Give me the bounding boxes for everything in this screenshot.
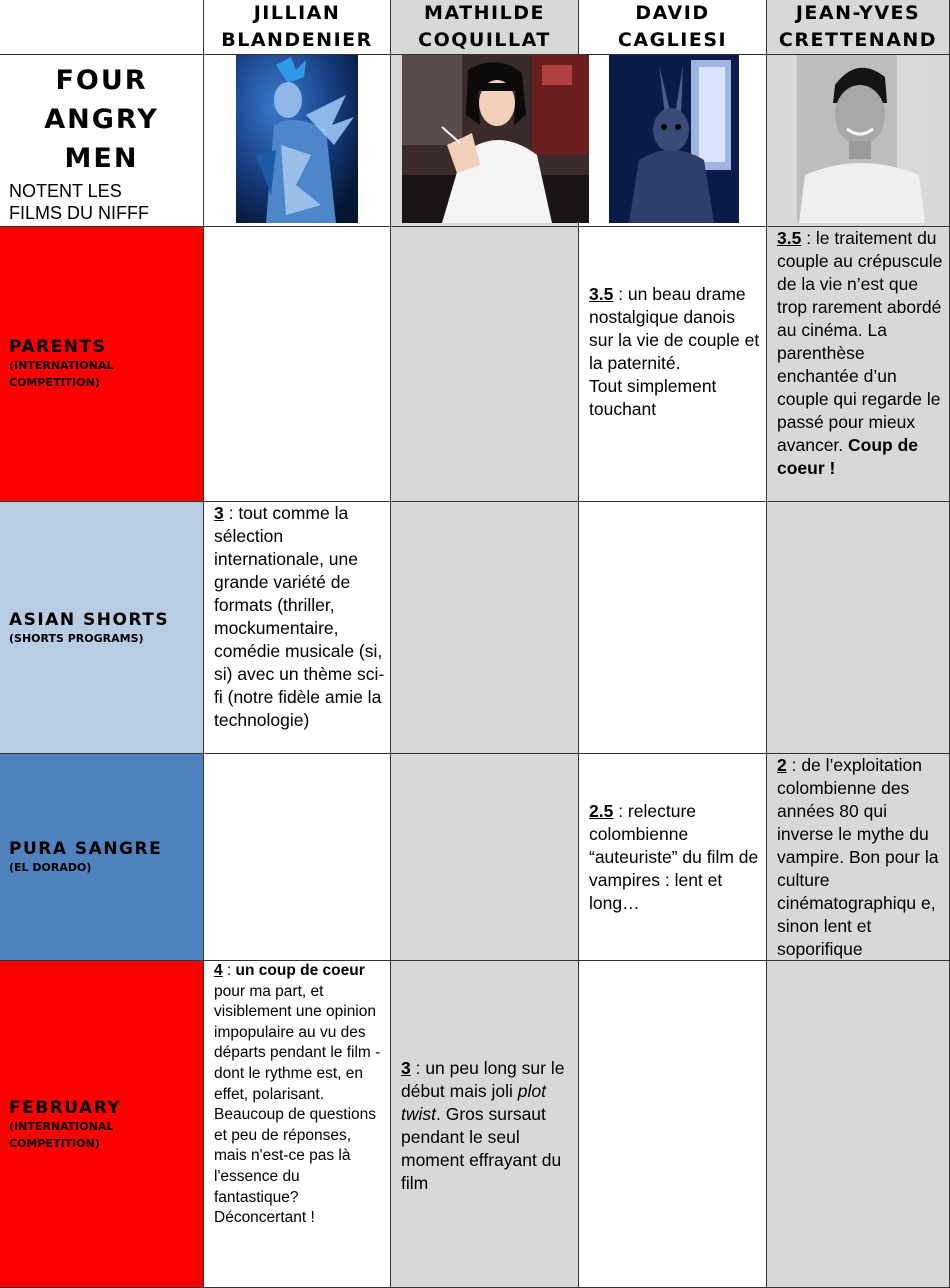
page-title bbox=[0, 61, 203, 178]
page-subtitle bbox=[0, 180, 203, 224]
film-category-line: (INTERNATIONAL bbox=[9, 1120, 114, 1133]
review-cell-parents-crettenand bbox=[767, 227, 950, 502]
film-category bbox=[9, 630, 169, 647]
review-cell-empty bbox=[391, 754, 579, 961]
review-body: pour ma part, et visiblement une opinion impopulaire au vu des départs pendant le film - dont le rythme est, en effet, polarisant. Beaucoup de questions et peu de réponses, mais n'est-ce pas là l'essence du fantastique? Déconcertant ! bbox=[214, 982, 381, 1227]
review-score: 2 bbox=[777, 755, 787, 775]
subtitle-line: NOTENT LES bbox=[9, 181, 122, 201]
film-category bbox=[9, 1118, 121, 1152]
review-cell-empty bbox=[767, 502, 950, 754]
critic-photo-cagliesi bbox=[609, 55, 739, 223]
review-score: 3 bbox=[214, 503, 224, 523]
review-cell-empty bbox=[767, 961, 950, 1288]
review-body: : un beau drame nostalgique danois sur la vie de couple et la paternité. bbox=[589, 284, 760, 373]
review-cell-empty bbox=[579, 502, 767, 754]
film-label bbox=[9, 1098, 121, 1152]
review-text bbox=[401, 1057, 574, 1195]
title-line: FOUR bbox=[55, 65, 148, 96]
review-text bbox=[589, 283, 762, 421]
critic-header-crettenand bbox=[767, 0, 950, 55]
review-cell-pura-sangre-cagliesi bbox=[579, 754, 767, 961]
review-emphasis: un coup de coeur bbox=[235, 962, 365, 979]
film-category-line: COMPETITION) bbox=[9, 1137, 100, 1150]
film-label bbox=[9, 839, 162, 876]
review-cell-february-coquillat bbox=[391, 961, 579, 1288]
review-score: 2.5 bbox=[589, 801, 614, 821]
review-cell-empty bbox=[391, 502, 579, 754]
film-name: ASIAN SHORTS bbox=[9, 610, 170, 630]
review-cell-empty bbox=[204, 754, 391, 961]
review-text bbox=[589, 800, 762, 915]
film-name: PARENTS bbox=[9, 337, 107, 357]
title-line: MEN bbox=[64, 143, 139, 174]
review-separator: : bbox=[222, 962, 236, 979]
title-line: ANGRY bbox=[44, 104, 159, 135]
review-cell-parents-cagliesi bbox=[579, 227, 767, 502]
title-cell bbox=[0, 55, 204, 227]
film-cell-february bbox=[0, 961, 204, 1288]
film-cell-parents bbox=[0, 227, 204, 502]
review-text bbox=[777, 227, 945, 480]
review-text bbox=[214, 961, 386, 1229]
film-label bbox=[9, 610, 169, 647]
review-verdict: Coup de coeur ! bbox=[777, 435, 919, 478]
corner-cell bbox=[0, 0, 204, 55]
film-cell-pura-sangre bbox=[0, 754, 204, 961]
review-body: : relecture colombienne “auteuriste” du film de vampires : lent et long… bbox=[589, 801, 759, 913]
review-italic: plot twist bbox=[401, 1081, 546, 1124]
review-text bbox=[777, 754, 945, 961]
review-body: . Gros sursaut pendant le seul moment effrayant du film bbox=[401, 1104, 562, 1193]
film-category-line: (SHORTS PROGRAMS) bbox=[9, 632, 144, 645]
critic-last-name: CAGLIESI bbox=[617, 29, 728, 51]
critic-first-name: JEAN-YVES bbox=[795, 2, 921, 24]
review-cell-pura-sangre-crettenand bbox=[767, 754, 950, 961]
critic-header-coquillat bbox=[391, 0, 579, 55]
film-name: FEBRUARY bbox=[9, 1098, 122, 1118]
review-cell-empty bbox=[204, 227, 391, 502]
review-cell-empty bbox=[391, 227, 579, 502]
review-score: 3.5 bbox=[777, 228, 802, 248]
review-text bbox=[214, 502, 386, 732]
review-score: 4 bbox=[214, 962, 223, 979]
film-category bbox=[9, 859, 162, 876]
critic-photo-coquillat bbox=[402, 55, 589, 223]
review-body: : un peu long sur le début mais joli bbox=[401, 1058, 565, 1101]
review-score: 3 bbox=[401, 1058, 411, 1078]
review-body: : de l’exploitation colombienne des années 80 qui inverse le mythe du vampire. Bon pour la culture cinématographiqu e, sinon lent et soporifique bbox=[777, 755, 939, 959]
critic-header-blandenier bbox=[204, 0, 391, 55]
film-category-line: COMPETITION) bbox=[9, 376, 100, 389]
film-category-line: (INTERNATIONAL bbox=[9, 359, 114, 372]
film-cell-asian-shorts bbox=[0, 502, 204, 754]
critic-last-name: COQUILLAT bbox=[418, 29, 551, 51]
critic-header-cagliesi bbox=[579, 0, 767, 55]
critic-first-name: JILLIAN bbox=[253, 2, 341, 24]
critic-first-name: DAVID bbox=[635, 2, 710, 24]
review-cell-empty bbox=[579, 961, 767, 1288]
review-body: Tout simplement touchant bbox=[589, 376, 717, 419]
critic-last-name: CRETTENAND bbox=[778, 29, 938, 51]
film-name: PURA SANGRE bbox=[9, 839, 163, 859]
film-category-line: (EL DORADO) bbox=[9, 861, 92, 874]
critic-photo-crettenand bbox=[797, 55, 927, 223]
review-body: : le traitement du couple au crépuscule de la vie n’est que trop rarement abordé au cinéma. La parenthèse enchantée d’un couple qui regarde le passé pour mieux avancer. bbox=[777, 228, 943, 455]
review-score: 3.5 bbox=[589, 284, 614, 304]
review-cell-february-blandenier bbox=[204, 961, 391, 1288]
critic-photo-blandenier bbox=[236, 55, 358, 223]
critic-first-name: MATHILDE bbox=[424, 2, 545, 24]
film-category bbox=[9, 357, 113, 391]
review-cell-asian-shorts-blandenier bbox=[204, 502, 391, 754]
film-label bbox=[9, 337, 113, 391]
subtitle-line: FILMS DU NIFFF bbox=[9, 203, 149, 223]
review-body: : tout comme la sélection internationale, une grande variété de formats (thriller, mockumentaire, comédie musicale (si, si) avec un thème sci-fi (notre fidèle amie la technologie) bbox=[214, 503, 385, 730]
critic-last-name: BLANDENIER bbox=[221, 29, 373, 51]
